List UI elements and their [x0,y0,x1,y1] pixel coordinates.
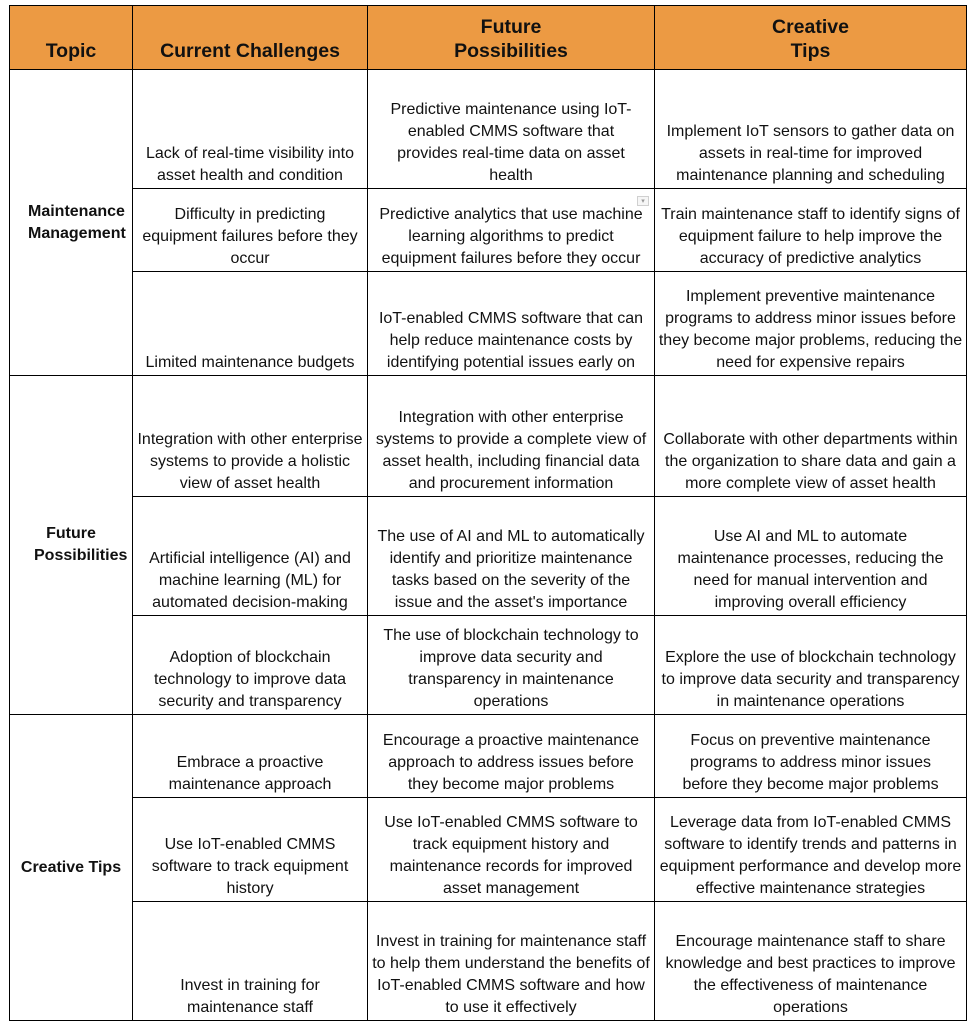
table-row [10,70,967,189]
possibility-cell: Integration with other enterprise systems to provide a complete view of asset health, including financial data and procurement information [368,376,655,497]
topic-future-possibilities: Future Possibilities [10,376,133,715]
cmms-topics-table [9,5,967,1021]
possibility-cell: Predictive analytics that use machine learning algorithms to predict equipment failures before they occur [368,189,655,272]
table-row [10,616,967,715]
tip-cell: Implement preventive maintenance programs to address minor issues before they become major problems, reducing the need for expensive repairs [655,272,967,376]
challenge-cell: Use IoT-enabled CMMS software to track equipment history [133,798,368,902]
table-row [10,376,967,497]
challenge-cell: Integration with other enterprise systems to provide a holistic view of asset health [133,376,368,497]
dropdown-marker-icon: ▾ [637,196,649,206]
challenge-cell: Limited maintenance budgets [133,272,368,376]
topic-creative-tips: Creative Tips [10,715,133,1021]
header-creative-tips: Creative Tips [655,6,967,70]
challenge-cell: Lack of real-time visibility into asset health and condition [133,70,368,189]
possibility-cell: Encourage a proactive maintenance approach to address issues before they become major problems [368,715,655,798]
table-row [10,497,967,616]
header-row [10,6,967,70]
header-topic: Topic [10,6,133,70]
header-future-possibilities: Future Possibilities [368,6,655,70]
header-current-challenges: Current Challenges [133,6,368,70]
tip-cell: Implement IoT sensors to gather data on assets in real-time for improved maintenance planning and scheduling [655,70,967,189]
tip-cell: Encourage maintenance staff to share knowledge and best practices to improve the effectiveness of maintenance operations [655,902,967,1021]
table-row [10,902,967,1021]
tip-cell: Explore the use of blockchain technology to improve data security and transparency in maintenance operations [655,616,967,715]
possibility-cell: Predictive maintenance using IoT-enabled CMMS software that provides real-time data on asset health [368,70,655,189]
tip-cell: Leverage data from IoT-enabled CMMS software to identify trends and patterns in equipment performance and develop more effective maintenance strategies [655,798,967,902]
challenge-cell: Difficulty in predicting equipment failures before they occur [133,189,368,272]
tip-cell: Use AI and ML to automate maintenance processes, reducing the need for manual intervention and improving overall efficiency [655,497,967,616]
challenge-cell: Invest in training for maintenance staff [133,902,368,1021]
possibility-cell: Invest in training for maintenance staff to help them understand the benefits of IoT-enabled CMMS software and how to use it effectively [368,902,655,1021]
tip-cell: Collaborate with other departments within the organization to share data and gain a more complete view of asset health [655,376,967,497]
challenge-cell: Artificial intelligence (AI) and machine learning (ML) for automated decision-making [133,497,368,616]
tip-cell: Focus on preventive maintenance programs to address minor issues before they become major problems [655,715,967,798]
table-row [10,798,967,902]
table-row [10,272,967,376]
challenge-cell: Embrace a proactive maintenance approach [133,715,368,798]
challenge-cell: Adoption of blockchain technology to improve data security and transparency [133,616,368,715]
possibility-cell: The use of blockchain technology to improve data security and transparency in maintenance operations [368,616,655,715]
tip-cell: Train maintenance staff to identify signs of equipment failure to help improve the accuracy of predictive analytics [655,189,967,272]
topic-maintenance-management: Maintenance Management [10,70,133,376]
possibility-cell: IoT-enabled CMMS software that can help reduce maintenance costs by identifying potential issues early on [368,272,655,376]
possibility-cell: Use IoT-enabled CMMS software to track equipment history and maintenance records for improved asset management [368,798,655,902]
possibility-cell: The use of AI and ML to automatically identify and prioritize maintenance tasks based on the severity of the issue and the asset's importance [368,497,655,616]
table-row [10,715,967,798]
table-row [10,189,967,272]
